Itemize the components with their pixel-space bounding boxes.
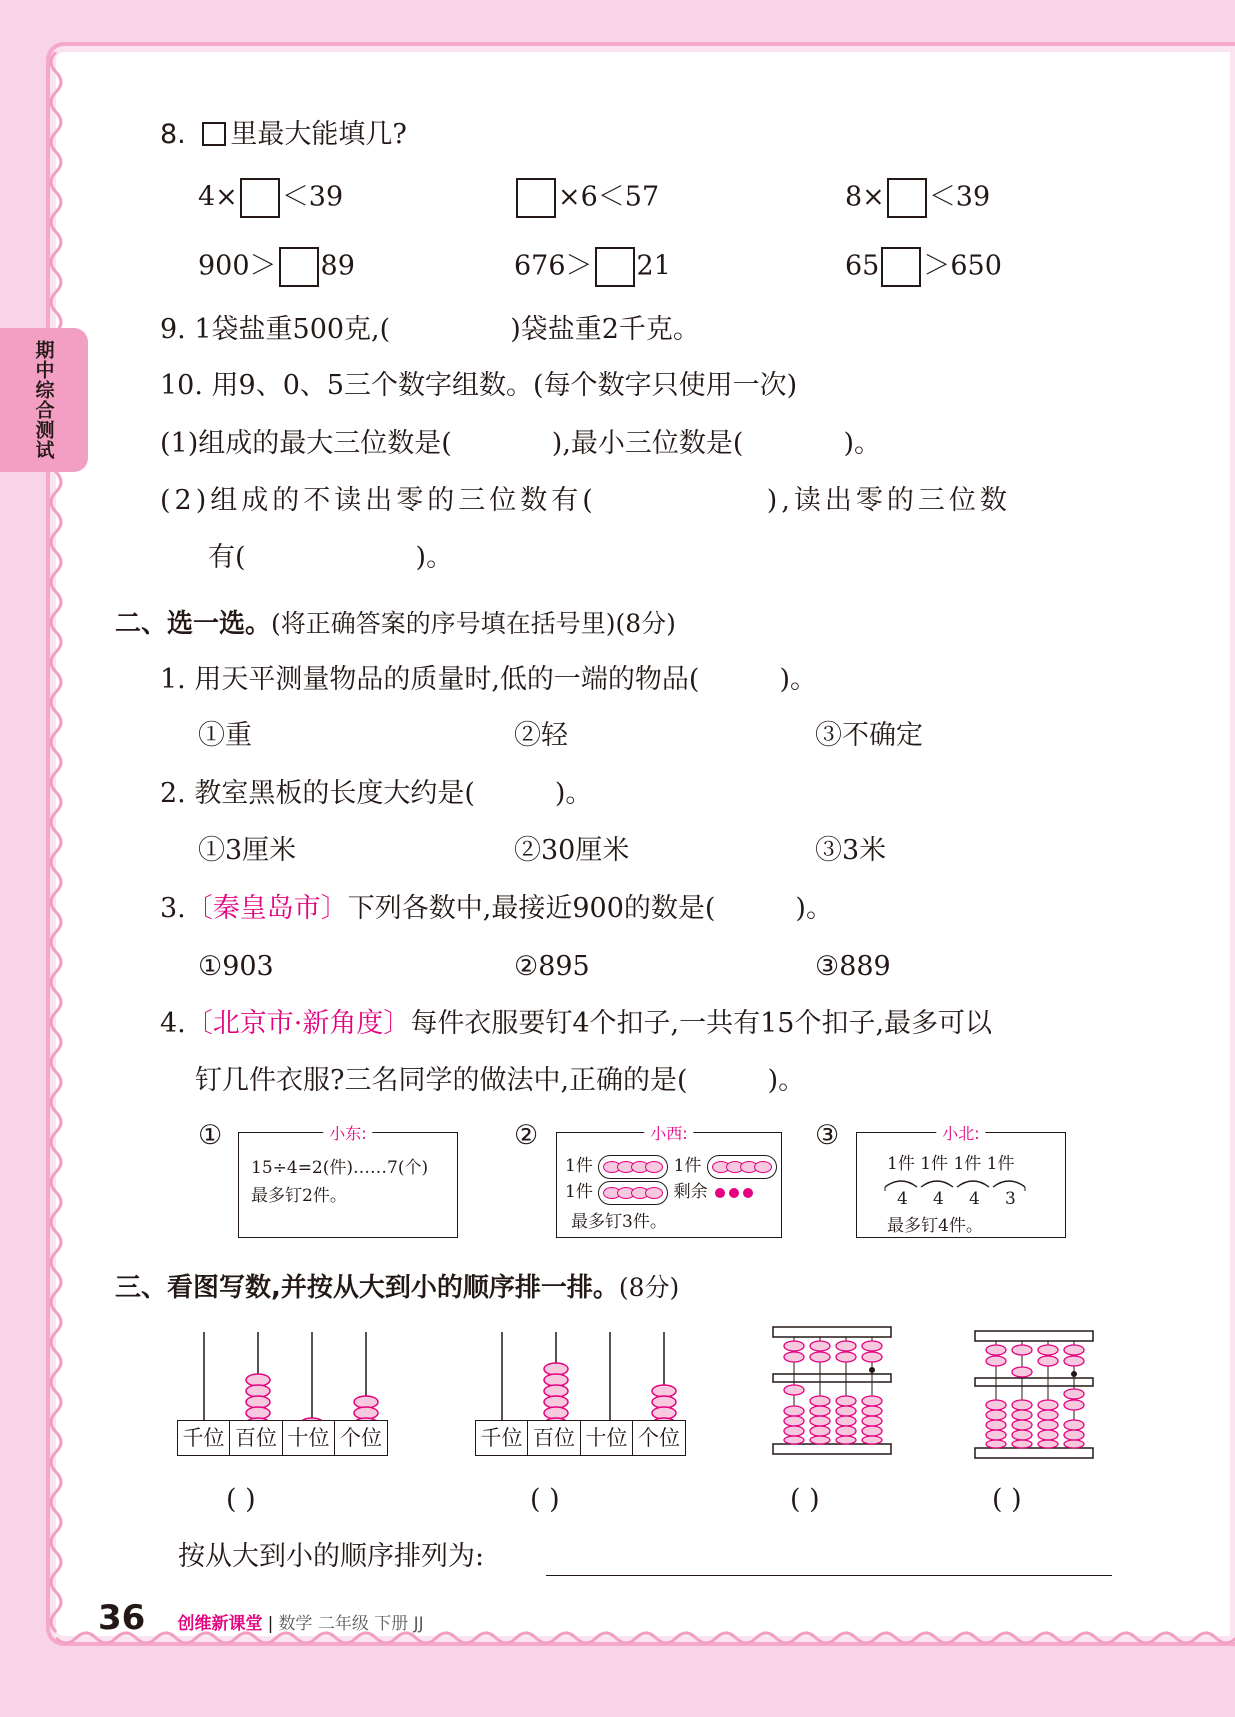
card-line: 最多钉3件。 [571,1212,667,1232]
card-line: 15÷4=2(件)……7(个) [251,1158,429,1178]
answer-blank-3[interactable]: ( ) [790,1484,820,1515]
source-tag: 〔北京市·新角度〕 [185,1008,411,1039]
blank-square-icon [202,122,226,146]
card-xiaoxi [556,1124,782,1238]
q4-marker-2[interactable]: ② [514,1120,539,1151]
abacus-1 [772,1326,892,1456]
book-meta: 数学 二年级 下册 JJ [278,1614,424,1634]
card-row: 1件 剩余 [565,1177,755,1205]
s2-q2-opt3[interactable]: ③3米 [815,835,887,866]
q8-r1c2: ×6＜57 [514,178,659,218]
brand-name: 创维新课堂 [177,1614,263,1634]
answer-blank-1[interactable]: ( ) [226,1484,256,1515]
card-row: 1件 1件 [565,1151,777,1179]
card-title: 小西: [644,1121,693,1144]
q10-s2: (2)组成的不读出零的三位数有( ),读出零的三位数 [160,485,1011,516]
answer-box[interactable] [279,247,319,287]
q8-r2c2: 676＞ 21 [514,247,671,287]
q8-r1c1: 4× ＜39 [198,178,343,218]
q8-r2c3: 65 ＞650 [845,247,1002,287]
side-tab-label: 期中综合测试 [32,340,55,460]
q10-s1: (1)组成的最大三位数是( ),最小三位数是( )。 [160,428,881,459]
dot-icon [743,1188,753,1198]
q8-title: 8. 里最大能填几? [160,119,407,150]
q4-marker-3[interactable]: ③ [815,1120,840,1151]
card-line: 最多钉2件。 [251,1186,347,1206]
s2-q4-line2: 钉几件衣服?三名同学的做法中,正确的是( )。 [195,1065,806,1096]
answer-box[interactable] [240,178,280,218]
card-line: 1件 1件 1件 1件 [887,1154,1015,1174]
s2-q3-opt3[interactable]: ③889 [815,951,891,982]
q8-r1c3: 8× ＜39 [845,178,990,218]
answer-box[interactable] [881,247,921,287]
place-value-labels-1: 千位 百位 十位 个位 [178,1420,388,1456]
s2-q1-opt2[interactable]: ②轻 [514,720,568,751]
q8-r2c1: 900＞ 89 [198,247,355,287]
bead-group [598,1155,668,1179]
side-tab [0,328,88,472]
answer-box[interactable] [516,178,556,218]
card-line: 最多钉4件。 [887,1216,983,1236]
order-label: 按从大到小的顺序排列为: [178,1541,485,1572]
q10-title: 10. 用9、0、5三个数字组数。(每个数字只使用一次) [160,370,798,401]
s2-q2: 2. 教室黑板的长度大约是( )。 [160,778,593,809]
abacus-2 [974,1330,1094,1460]
card-xiaodong [238,1124,458,1238]
section2-heading: 二、选一选。(将正确答案的序号填在括号里)(8分) [115,609,676,639]
s2-q1-opt3[interactable]: ③不确定 [815,720,923,751]
answer-blank-2[interactable]: ( ) [530,1484,560,1515]
card-title: 小北: [936,1121,985,1144]
source-tag: 〔秦皇岛市〕 [185,893,348,924]
s2-q4: 4.〔北京市·新角度〕每件衣服要钉4个扣子,一共有15个扣子,最多可以 [160,1008,993,1039]
card-title: 小东: [323,1121,372,1144]
footer: 36 创维新课堂 | 数学 二年级 下册 JJ [98,1598,424,1638]
s2-q3-opt2[interactable]: ②895 [514,951,590,982]
s2-q2-opt1[interactable]: ①3厘米 [198,835,297,866]
bead-group [707,1155,777,1179]
dot-icon [729,1188,739,1198]
order-answer-line[interactable] [546,1575,1112,1576]
q4-marker-1[interactable]: ① [198,1120,223,1151]
s2-q1-opt1[interactable]: ①重 [198,720,252,751]
card-xiaobei [856,1124,1066,1238]
section3-heading: 三、看图写数,并按从大到小的顺序排一排。(8分) [115,1273,680,1303]
answer-box[interactable] [887,178,927,218]
answer-blank-4[interactable]: ( ) [992,1484,1022,1515]
wavy-border-left [44,52,68,1636]
page-number: 36 [98,1598,146,1638]
card-nums: 4 4 4 3 [897,1189,1016,1209]
bead-group [598,1181,668,1205]
s2-q3: 3.〔秦皇岛市〕下列各数中,最接近900的数是( )。 [160,893,833,924]
answer-box[interactable] [595,247,635,287]
place-value-labels-2: 千位 百位 十位 个位 [476,1420,686,1456]
q9: 9. 1袋盐重500克,( )袋盐重2千克。 [160,314,700,345]
q10-s2-cont: 有( )。 [208,542,454,573]
s2-q1: 1. 用天平测量物品的质量时,低的一端的物品( )。 [160,664,818,695]
dot-icon [715,1188,725,1198]
s2-q3-opt1[interactable]: ①903 [198,951,274,982]
s2-q2-opt2[interactable]: ②30厘米 [514,835,630,866]
